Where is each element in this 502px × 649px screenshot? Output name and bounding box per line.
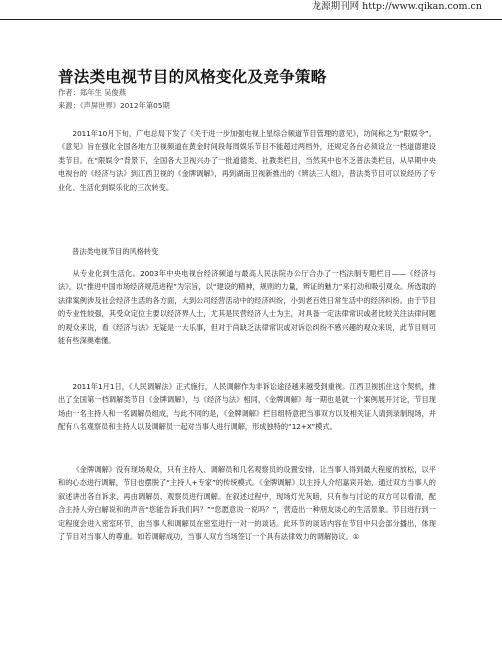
section-heading: 普法类电视节目的风格转变 <box>72 247 159 256</box>
article-title: 普法类电视节目的风格变化及竞争策略 <box>58 68 327 86</box>
body-paragraph: 2011年1月1日，《人民调解法》正式施行，人民调解作为非诉讼途径越来越受到重视。江西卫视抓住这个契机，推出了全国第一档调解类节目《金牌调解》，与《经济与法》相同，《金牌调解》每一期也是就一个案例展开讨论，节目现场由一名主持人和一名调解员组成，与此不同的是，《金牌调解》栏目组特意把当事双方以及相关证人请到录制现场，并配有八名观察员和主持人以及调解员一起对当事人进行调解，形成独特的“12+X”模式。 <box>58 382 436 432</box>
site-header: 龙源期刊网 http://www.qikan.com.cn <box>311 1 482 12</box>
intro-block <box>58 127 436 194</box>
intro-paragraph: 2011年10月下旬，广电总局下发了《关于进一步加强电视上星综合频道节目管理的意见》，坊间称之为“限娱令”。《意见》旨在强化全国各地方卫视频道在黄金时间段每周娱乐节目不能超过两档外，还规定各台必须设立一档道德建设类节目。在“限娱令”背景下，全国各大卫视兴办了一批道德类、社教类栏目，当然其中也不乏普法类栏目，从早期中央电视台的《经济与法》到江西卫视的《金牌调解》，再到湖南卫视新推出的《辨法三人组》，普法类节目可以说经历了专业化、生活化到娱乐化的三次转变。 <box>58 129 436 192</box>
body-block-3 <box>58 463 436 543</box>
body-paragraph: 《金牌调解》没有现场观众，只有主持人、调解员和几名观察员的设置安排，让当事人得到最大程度的放松，以平和的心态进行调解，节目也摆脱了“主持人+专家”的传统模式。《金牌调解》以主持人介绍嘉宾开始，通过双方当事人的叙述讲出各自诉求，再由调解员、观察员进行调解。在叙述过程中，现场灯光灰暗，只有参与讨论的双方可以看清，配合主持人旁白解说和的声音“您能告诉我们吗？”“您愿意说一说吗？”，营造出一种朋友谈心的生活景象。节目进行到一定程度会进入密室环节，由当事人和调解员在密室进行一对一的谈话。此环节的谈话内容在节目中只会部分播出，体现了节目对当事人的尊重。如若调解成功，当事人双方当场签订一个具有法律效力的调解协议。① <box>58 465 436 542</box>
body-block-1 <box>58 267 436 347</box>
body-paragraph: 从专业化到生活化。2003年中央电视台经济频道与最高人民法院办公厅合办了一档法制专题栏目——《经济与法》，以“推进中国市场经济规范进程”为宗旨，以“建设的精神，规则的力量，辨证的魅力”来打动和吸引观众。所选取的法律案例涉及社会经济生活的各方面，大到公司经营活动中的经济纠纷，小到老百姓日常生活中的经济纠纷。由于节目的专业性较强，其受众定位主要以经济界人士，尤其是民营经济人士为主，对具备一定法律常识或者比较关注法律问题的观众来说，看《经济与法》无疑是一大乐事，但对于尚缺乏法律常识或对诉讼纠纷不感兴趣的观众来说，此节目则可能有些深奥难懂。 <box>58 269 436 346</box>
header-rule <box>0 19 502 20</box>
article-author: 作者：郑年生 吴俊燕 <box>58 88 126 97</box>
body-block-2 <box>58 380 436 434</box>
article-source: 来源：《声屏世界》2012年第05期 <box>58 101 170 110</box>
